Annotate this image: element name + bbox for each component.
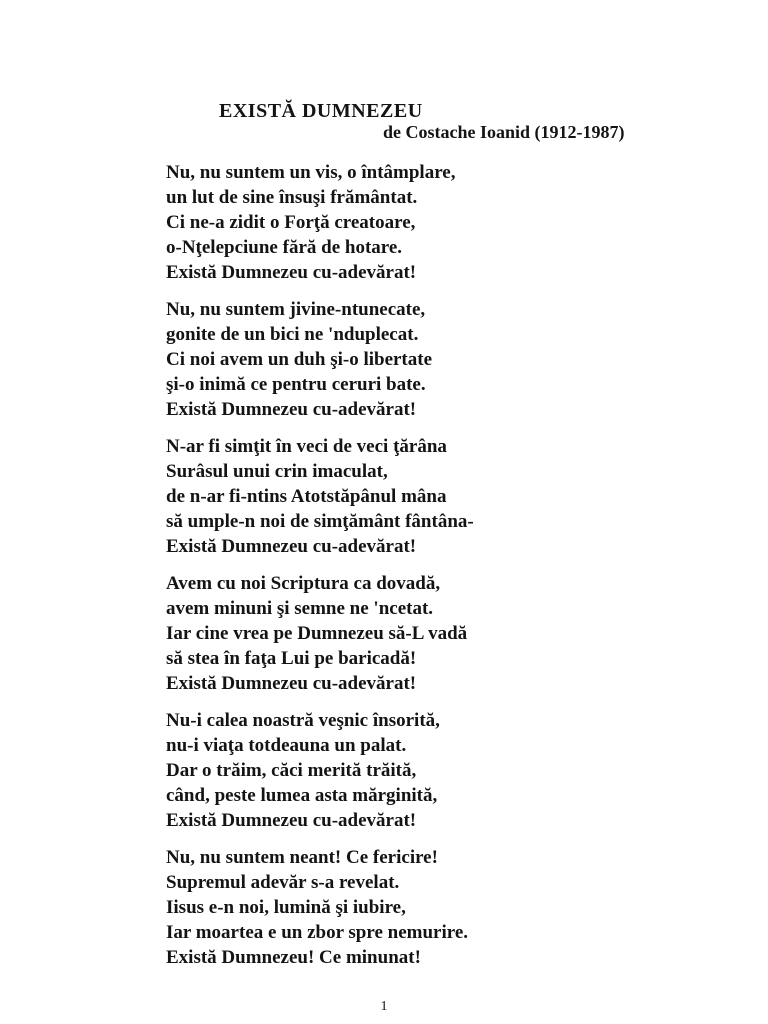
poem-line: Ci noi avem un duh şi-o libertate	[166, 349, 433, 370]
poem-line: Nu, nu suntem neant! Ce fericire!	[166, 847, 438, 868]
poem-line: Ci ne-a zidit o Forţă creatoare,	[166, 212, 416, 233]
poem-line: o-Nţelepciune fără de hotare.	[166, 237, 403, 258]
poem-line: Există Dumnezeu cu-adevărat!	[166, 262, 417, 283]
poem-byline: de Costache Ioanid (1912-1987)	[383, 122, 625, 142]
poem-line: Există Dumnezeu cu-adevărat!	[166, 810, 417, 831]
poem-line: un lut de sine însuşi frământat.	[166, 187, 418, 208]
stanza	[166, 160, 474, 285]
poem-line: Nu, nu suntem jivine-ntunecate,	[166, 299, 426, 320]
poem-line: de n-ar fi-ntins Atotstăpânul mâna	[166, 486, 447, 507]
poem-line: Nu, nu suntem un vis, o întâmplare,	[166, 162, 456, 183]
poem-line: Există Dumnezeu cu-adevărat!	[166, 399, 417, 420]
stanza	[166, 434, 474, 559]
poem-line: Nu-i calea noastră veşnic însorită,	[166, 710, 440, 731]
poem-line: Există Dumnezeu cu-adevărat!	[166, 536, 417, 557]
stanza	[166, 708, 474, 833]
poem-line: Există Dumnezeu cu-adevărat!	[166, 673, 417, 694]
poem-body	[166, 160, 474, 982]
poem-line: Dar o trăim, căci merită trăită,	[166, 760, 417, 781]
page-number: 1	[380, 999, 388, 1014]
poem-line: Avem cu noi Scriptura ca dovadă,	[166, 573, 441, 594]
poem-line: avem minuni şi semne ne 'ncetat.	[166, 598, 434, 619]
poem-line: când, peste lumea asta mărginită,	[166, 785, 438, 806]
poem-line: Există Dumnezeu! Ce minunat!	[166, 947, 421, 968]
poem-line: gonite de un bici ne 'nduplecat.	[166, 324, 419, 345]
poem-line: şi-o inimă ce pentru ceruri bate.	[166, 374, 426, 395]
poem-line: Supremul adevăr s-a revelat.	[166, 872, 400, 893]
poem-line: Iar moartea e un zbor spre nemurire.	[166, 922, 469, 943]
poem-line: Iar cine vrea pe Dumnezeu să-L vadă	[166, 623, 468, 644]
poem-line: Iisus e-n noi, lumină şi iubire,	[166, 897, 406, 918]
poem-line: nu-i viaţa totdeauna un palat.	[166, 735, 407, 756]
poem-title: EXISTĂ DUMNEZEU	[219, 100, 423, 122]
poem-line: să stea în faţa Lui pe baricadă!	[166, 648, 417, 669]
poem-line: Surâsul unui crin imaculat,	[166, 461, 388, 482]
stanza	[166, 297, 474, 422]
stanza	[166, 845, 474, 970]
stanza	[166, 571, 474, 696]
poem-line: N-ar fi simţit în veci de veci ţărâna	[166, 436, 447, 457]
poem-line: să umple-n noi de simţământ fântâna-	[166, 511, 474, 532]
